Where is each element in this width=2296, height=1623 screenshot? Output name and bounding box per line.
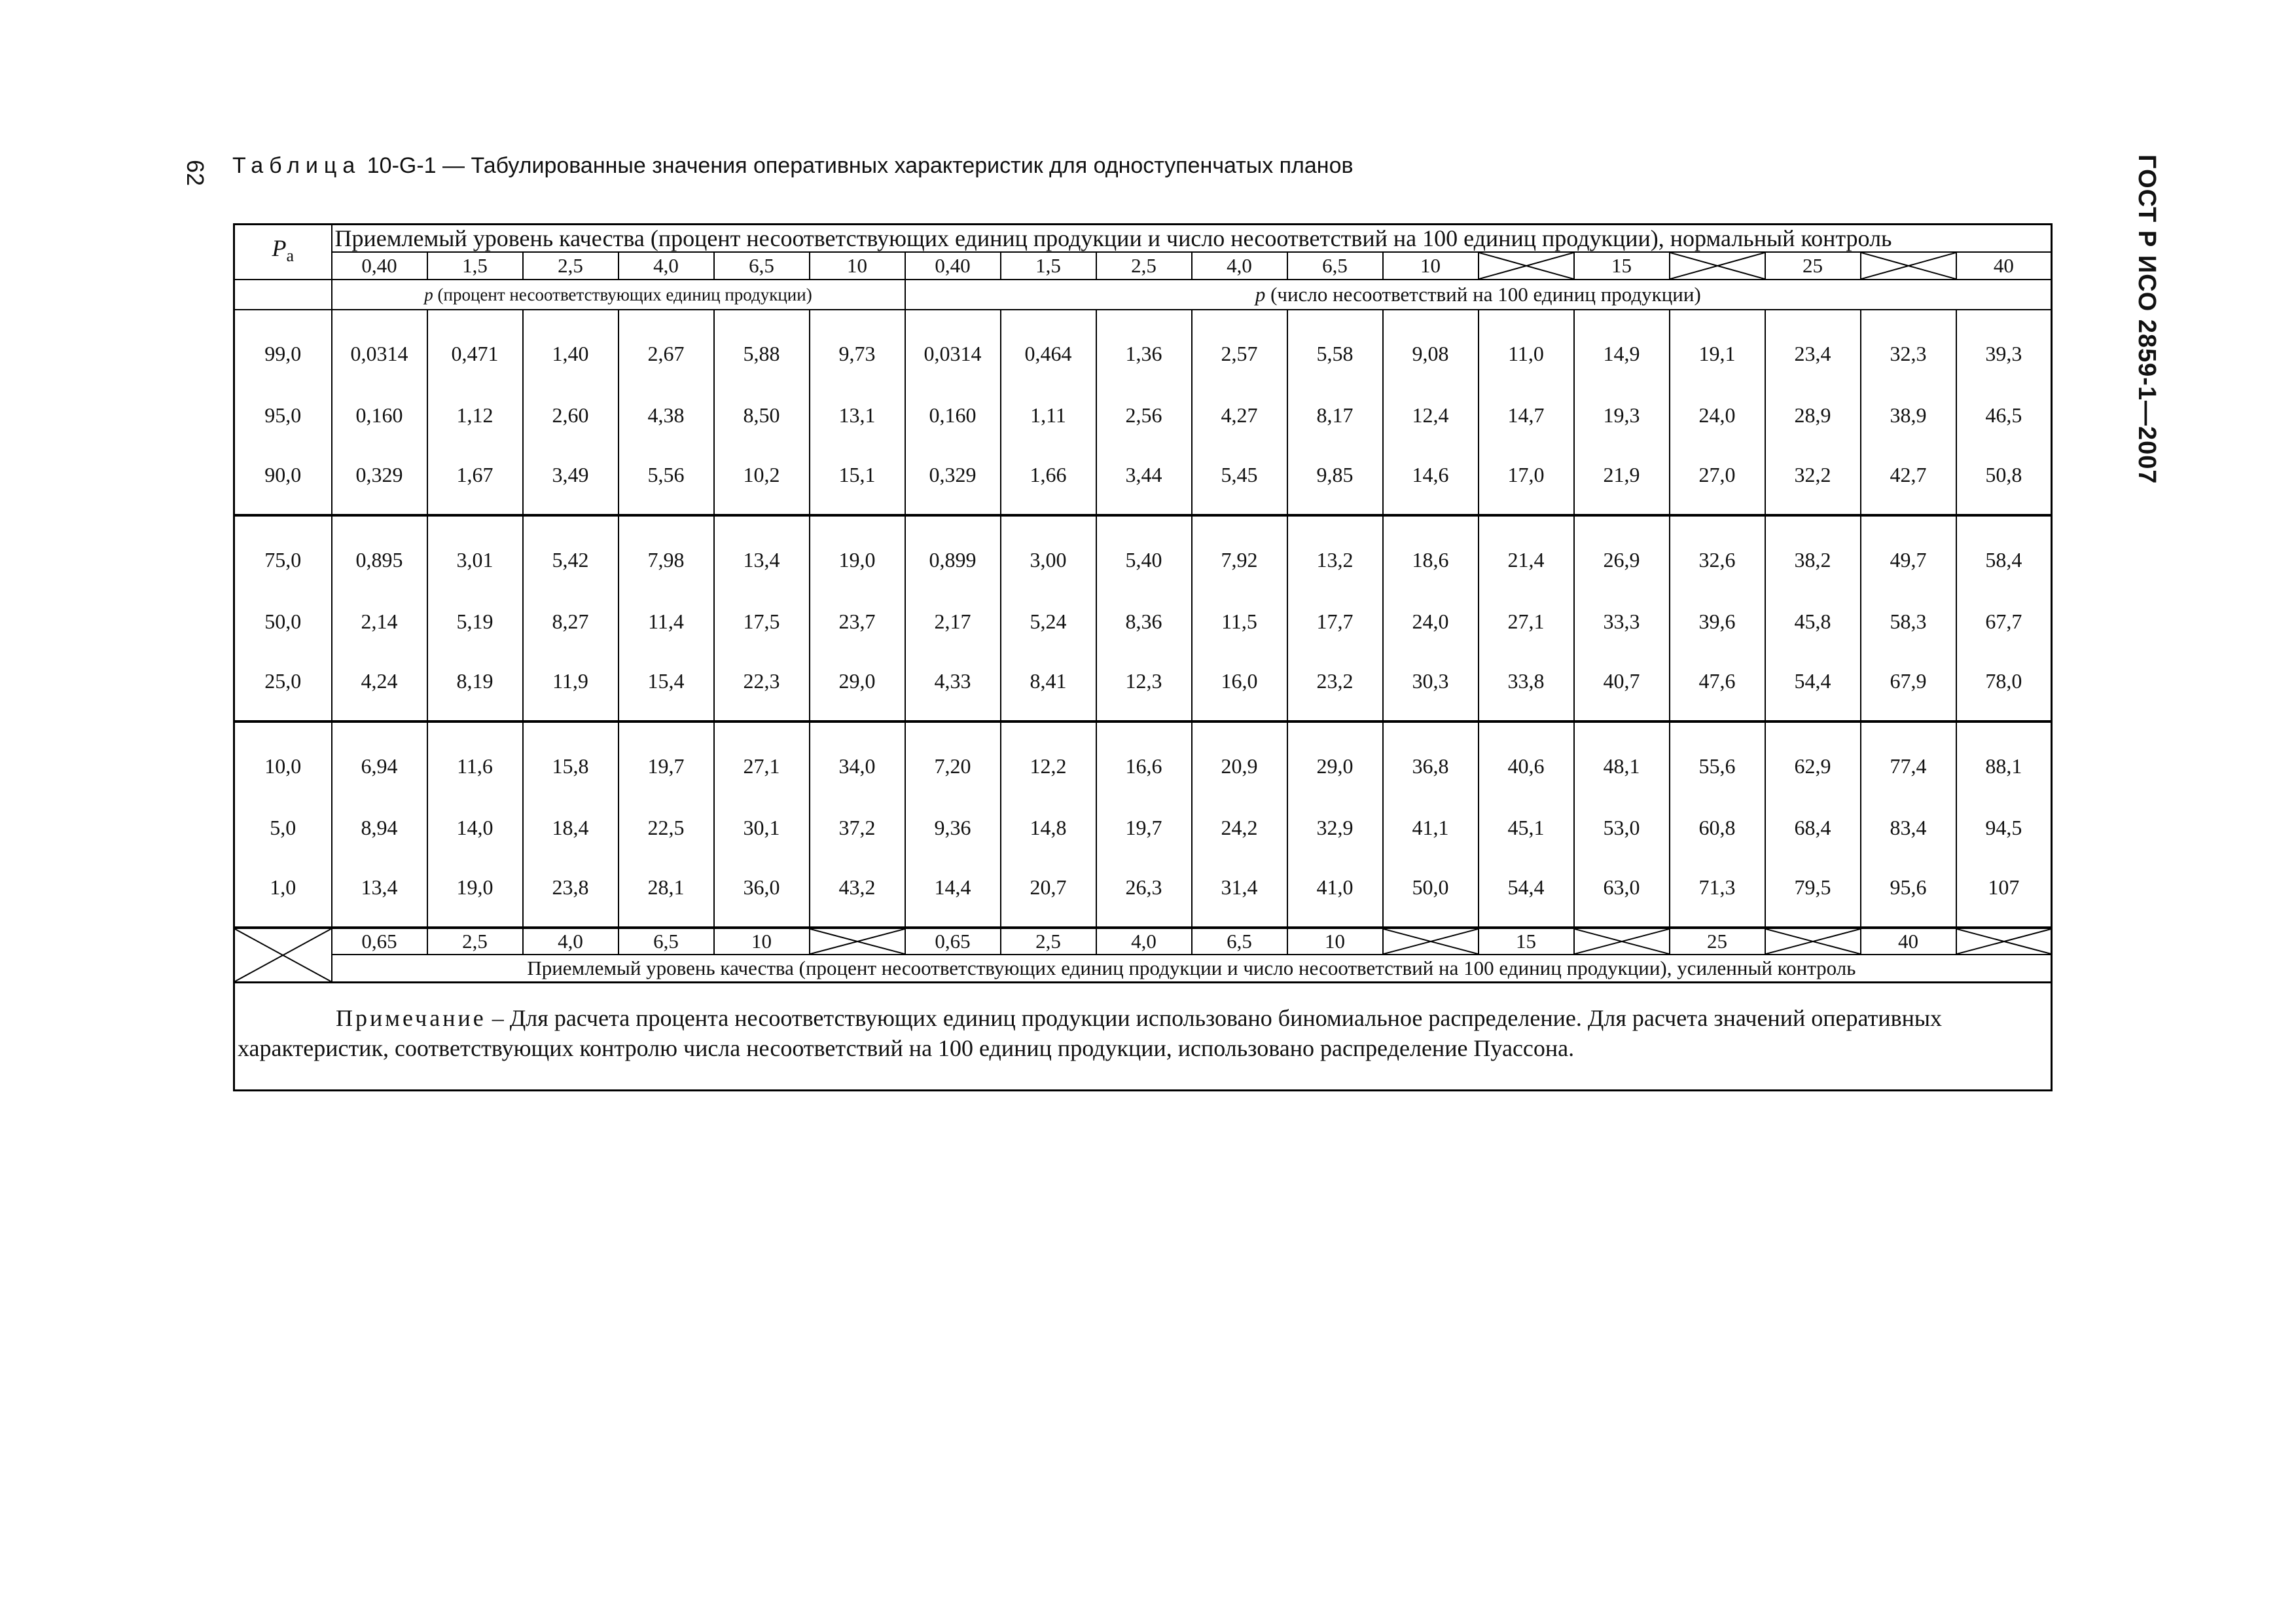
table-cell: 5,45 — [1192, 448, 1287, 515]
normal-aql-value: 4,0 — [1192, 252, 1287, 280]
table-cell: 71,3 — [1670, 861, 1765, 928]
table-cell: 22,5 — [619, 795, 714, 861]
table-cell: 32,6 — [1670, 515, 1765, 589]
normal-aql-value: 40 — [1956, 252, 2052, 280]
normal-aql-value: 0,40 — [905, 252, 1001, 280]
table-cell: 26,9 — [1574, 515, 1670, 589]
table-cell: 9,73 — [810, 310, 905, 382]
table-cell: 14,8 — [1001, 795, 1096, 861]
table-cell: 19,0 — [427, 861, 523, 928]
table-cell: 6,94 — [332, 721, 427, 795]
table-cell: 8,27 — [523, 589, 619, 655]
table-cell: 68,4 — [1765, 795, 1861, 861]
table-cell: 12,4 — [1383, 382, 1479, 448]
tightened-aql-value: 4,0 — [523, 928, 619, 955]
normal-aql-value: 1,5 — [427, 252, 523, 280]
crossed-out-cell — [1670, 252, 1765, 280]
table-cell: 11,0 — [1479, 310, 1574, 382]
table-cell: 3,01 — [427, 515, 523, 589]
tightened-aql-value: 25 — [1670, 928, 1765, 955]
pa-value: 99,0 — [234, 310, 332, 382]
table-cell: 2,57 — [1192, 310, 1287, 382]
table-cell: 24,2 — [1192, 795, 1287, 861]
table-cell: 8,41 — [1001, 655, 1096, 721]
table-row — [234, 448, 2052, 515]
table-cell: 0,329 — [332, 448, 427, 515]
table-cell: 9,85 — [1287, 448, 1383, 515]
crossed-out-cell — [1574, 928, 1670, 955]
tightened-aql-value: 6,5 — [1192, 928, 1287, 955]
table-cell: 43,2 — [810, 861, 905, 928]
table-cell: 27,0 — [1670, 448, 1765, 515]
crossed-out-cell — [1956, 928, 2052, 955]
table-cell: 19,7 — [1096, 795, 1192, 861]
table-cell: 60,8 — [1670, 795, 1765, 861]
table-cell: 30,1 — [714, 795, 810, 861]
table-cell: 7,98 — [619, 515, 714, 589]
table-cell: 50,8 — [1956, 448, 2052, 515]
normal-aql-value: 2,5 — [523, 252, 619, 280]
table-cell: 38,2 — [1765, 515, 1861, 589]
table-cell: 55,6 — [1670, 721, 1765, 795]
table-cell: 77,4 — [1861, 721, 1956, 795]
table-cell: 21,9 — [1574, 448, 1670, 515]
table-cell: 32,9 — [1287, 795, 1383, 861]
table-cell: 29,0 — [1287, 721, 1383, 795]
normal-aql-value: 2,5 — [1096, 252, 1192, 280]
p-percent-label: p (процент несоответствующих единиц продукции) — [332, 280, 905, 310]
pa-value: 75,0 — [234, 515, 332, 589]
pa-header: $P_a$ — [234, 225, 332, 280]
table-cell: 12,2 — [1001, 721, 1096, 795]
note — [234, 983, 2052, 1091]
tightened-aql-value: 0,65 — [905, 928, 1001, 955]
table-cell: 4,27 — [1192, 382, 1287, 448]
table-cell: 11,9 — [523, 655, 619, 721]
normal-aql-value: 6,5 — [1287, 252, 1383, 280]
table-cell: 50,0 — [1383, 861, 1479, 928]
table-cell: 26,3 — [1096, 861, 1192, 928]
table-cell: 0,471 — [427, 310, 523, 382]
table-cell: 2,67 — [619, 310, 714, 382]
table-cell: 11,4 — [619, 589, 714, 655]
table-cell: 1,12 — [427, 382, 523, 448]
table-cell: 63,0 — [1574, 861, 1670, 928]
table-cell: 17,7 — [1287, 589, 1383, 655]
table-cell: 11,5 — [1192, 589, 1287, 655]
table-cell: 0,160 — [332, 382, 427, 448]
p-measure-row — [234, 280, 2052, 310]
table-cell: 18,4 — [523, 795, 619, 861]
table-cell: 1,36 — [1096, 310, 1192, 382]
table-cell: 24,0 — [1670, 382, 1765, 448]
table-cell: 4,24 — [332, 655, 427, 721]
table-cell: 39,6 — [1670, 589, 1765, 655]
table-cell: 17,5 — [714, 589, 810, 655]
normal-aql-value: 1,5 — [1001, 252, 1096, 280]
table-cell: 0,329 — [905, 448, 1001, 515]
table-cell: 8,36 — [1096, 589, 1192, 655]
table-cell: 41,0 — [1287, 861, 1383, 928]
table-cell: 28,1 — [619, 861, 714, 928]
table-cell: 16,0 — [1192, 655, 1287, 721]
table-cell: 14,7 — [1479, 382, 1574, 448]
table-cell: 2,14 — [332, 589, 427, 655]
table-cell: 2,60 — [523, 382, 619, 448]
tightened-aql-value: 2,5 — [1001, 928, 1096, 955]
tightened-inspection-header: Приемлемый уровень качества (процент несоответствующих единиц продукции и число несоответствий на 100 единиц продукции), усиленный контроль — [332, 955, 2052, 983]
table-row — [234, 795, 2052, 861]
table-title-text: 10-G-1 — Табулированные значения оперативных характеристик для одноступенчатых планов — [367, 153, 1354, 178]
table-cell: 88,1 — [1956, 721, 2052, 795]
table-cell: 0,895 — [332, 515, 427, 589]
table-cell: 37,2 — [810, 795, 905, 861]
table-cell: 18,6 — [1383, 515, 1479, 589]
table-cell: 19,7 — [619, 721, 714, 795]
table-cell: 31,4 — [1192, 861, 1287, 928]
table-cell: 0,0314 — [905, 310, 1001, 382]
pa-value: 95,0 — [234, 382, 332, 448]
table-cell: 49,7 — [1861, 515, 1956, 589]
crossed-out-cell — [810, 928, 905, 955]
table-cell: 7,20 — [905, 721, 1001, 795]
tightened-aql-value: 10 — [714, 928, 810, 955]
pa-value: 25,0 — [234, 655, 332, 721]
table-cell: 17,0 — [1479, 448, 1574, 515]
standard-designation: ГОСТ Р ИСО 2859-1—2007 — [2133, 155, 2161, 484]
normal-inspection-header-row — [234, 225, 2052, 253]
table-row — [234, 589, 2052, 655]
table-cell: 8,50 — [714, 382, 810, 448]
table-cell: 23,7 — [810, 589, 905, 655]
table-row — [234, 382, 2052, 448]
table-cell: 13,2 — [1287, 515, 1383, 589]
page-number: 62 — [182, 159, 209, 187]
tightened-aql-row — [234, 928, 2052, 955]
table-cell: 23,2 — [1287, 655, 1383, 721]
table-cell: 33,3 — [1574, 589, 1670, 655]
table-cell: 46,5 — [1956, 382, 2052, 448]
table-cell: 19,0 — [810, 515, 905, 589]
table-cell: 7,92 — [1192, 515, 1287, 589]
table-cell: 23,8 — [523, 861, 619, 928]
tightened-aql-value: 4,0 — [1096, 928, 1192, 955]
table-cell: 27,1 — [1479, 589, 1574, 655]
tightened-aql-value: 15 — [1479, 928, 1574, 955]
table-cell: 32,3 — [1861, 310, 1956, 382]
table-row — [234, 721, 2052, 795]
table-cell: 10,2 — [714, 448, 810, 515]
table-cell: 40,6 — [1479, 721, 1574, 795]
table-cell: 107 — [1956, 861, 2052, 928]
table-cell: 54,4 — [1479, 861, 1574, 928]
table-cell: 94,5 — [1956, 795, 2052, 861]
table-cell: 3,00 — [1001, 515, 1096, 589]
table-cell: 28,9 — [1765, 382, 1861, 448]
normal-aql-value: 4,0 — [619, 252, 714, 280]
note-row — [234, 983, 2052, 1091]
table-cell: 20,9 — [1192, 721, 1287, 795]
table-cell: 11,6 — [427, 721, 523, 795]
tightened-aql-value: 6,5 — [619, 928, 714, 955]
table-cell: 30,3 — [1383, 655, 1479, 721]
table-cell: 0,899 — [905, 515, 1001, 589]
table-cell: 38,9 — [1861, 382, 1956, 448]
table-cell: 15,4 — [619, 655, 714, 721]
table-cell: 5,24 — [1001, 589, 1096, 655]
table-cell: 4,33 — [905, 655, 1001, 721]
table-cell: 83,4 — [1861, 795, 1956, 861]
table-row — [234, 655, 2052, 721]
table-cell: 41,1 — [1383, 795, 1479, 861]
crossed-out-cell — [1765, 928, 1861, 955]
table-cell: 22,3 — [714, 655, 810, 721]
table-cell: 1,40 — [523, 310, 619, 382]
table-cell: 3,49 — [523, 448, 619, 515]
tightened-aql-value: 0,65 — [332, 928, 427, 955]
tightened-aql-value: 2,5 — [427, 928, 523, 955]
table-cell: 23,4 — [1765, 310, 1861, 382]
table-cell: 19,1 — [1670, 310, 1765, 382]
normal-aql-value: 10 — [1383, 252, 1479, 280]
table-cell: 36,0 — [714, 861, 810, 928]
normal-inspection-header: Приемлемый уровень качества (процент несоответствующих единиц продукции и число несоответствий на 100 единиц продукции), нормальный контроль — [332, 225, 2052, 253]
table-cell: 21,4 — [1479, 515, 1574, 589]
table-cell: 5,56 — [619, 448, 714, 515]
table-title-label: Таблица — [232, 153, 361, 178]
table-cell: 48,1 — [1574, 721, 1670, 795]
table-cell: 9,36 — [905, 795, 1001, 861]
table-cell: 13,1 — [810, 382, 905, 448]
crossed-out-corner-cell — [234, 928, 332, 983]
tightened-inspection-footer-row — [234, 955, 2052, 983]
table-cell: 24,0 — [1383, 589, 1479, 655]
table-row — [234, 515, 2052, 589]
table-cell: 13,4 — [714, 515, 810, 589]
table-cell: 34,0 — [810, 721, 905, 795]
table-cell: 36,8 — [1383, 721, 1479, 795]
note-text: – Для расчета процента несоответствующих единиц продукции использовано биномиальное распределение. Для расчета значений оперативных характеристик, соответствующих контролю числа несоответствий на 100 единиц продукции, использовано распределение Пуассона. — [238, 1005, 1943, 1061]
normal-aql-value: 15 — [1574, 252, 1670, 280]
table-cell: 5,42 — [523, 515, 619, 589]
normal-aql-value: 6,5 — [714, 252, 810, 280]
table-cell: 40,7 — [1574, 655, 1670, 721]
table-cell: 15,8 — [523, 721, 619, 795]
table-cell: 4,38 — [619, 382, 714, 448]
table-cell: 1,67 — [427, 448, 523, 515]
table-cell: 45,8 — [1765, 589, 1861, 655]
table-cell: 20,7 — [1001, 861, 1096, 928]
table-cell: 0,0314 — [332, 310, 427, 382]
table-cell: 19,3 — [1574, 382, 1670, 448]
tightened-aql-value: 40 — [1861, 928, 1956, 955]
table-cell: 0,160 — [905, 382, 1001, 448]
normal-aql-row — [234, 252, 2052, 280]
normal-aql-value: 0,40 — [332, 252, 427, 280]
table-cell: 79,5 — [1765, 861, 1861, 928]
table-cell: 14,4 — [905, 861, 1001, 928]
normal-aql-value: 10 — [810, 252, 905, 280]
pa-spacer-cell — [234, 280, 332, 310]
table-cell: 67,9 — [1861, 655, 1956, 721]
table-cell: 39,3 — [1956, 310, 2052, 382]
table-cell: 8,19 — [427, 655, 523, 721]
table-cell: 1,11 — [1001, 382, 1096, 448]
table-cell: 58,4 — [1956, 515, 2052, 589]
table-cell: 27,1 — [714, 721, 810, 795]
table-cell: 16,6 — [1096, 721, 1192, 795]
normal-aql-value: 25 — [1765, 252, 1861, 280]
table-cell: 47,6 — [1670, 655, 1765, 721]
table-cell: 9,08 — [1383, 310, 1479, 382]
crossed-out-cell — [1383, 928, 1479, 955]
table-cell: 13,4 — [332, 861, 427, 928]
table-title — [232, 153, 1354, 179]
table-cell: 5,88 — [714, 310, 810, 382]
table-cell: 15,1 — [810, 448, 905, 515]
note-label: Примечание — [336, 1005, 486, 1031]
table-cell: 62,9 — [1765, 721, 1861, 795]
pa-value: 90,0 — [234, 448, 332, 515]
pa-value: 10,0 — [234, 721, 332, 795]
table-cell: 78,0 — [1956, 655, 2052, 721]
table-cell: 58,3 — [1861, 589, 1956, 655]
table-cell: 2,56 — [1096, 382, 1192, 448]
table-cell: 32,2 — [1765, 448, 1861, 515]
table-cell: 14,6 — [1383, 448, 1479, 515]
table-row — [234, 861, 2052, 928]
table-cell: 54,4 — [1765, 655, 1861, 721]
tightened-aql-value: 10 — [1287, 928, 1383, 955]
pa-value: 1,0 — [234, 861, 332, 928]
table-cell: 33,8 — [1479, 655, 1574, 721]
table-cell: 12,3 — [1096, 655, 1192, 721]
table-cell: 42,7 — [1861, 448, 1956, 515]
data-body — [234, 310, 2052, 928]
table-cell: 1,66 — [1001, 448, 1096, 515]
table-cell: 14,9 — [1574, 310, 1670, 382]
table-cell: 5,40 — [1096, 515, 1192, 589]
table-cell: 45,1 — [1479, 795, 1574, 861]
table-cell: 53,0 — [1574, 795, 1670, 861]
table-cell: 29,0 — [810, 655, 905, 721]
table-cell: 2,17 — [905, 589, 1001, 655]
p-per100-label: p (число несоответствий на 100 единиц продукции) — [905, 280, 2052, 310]
pa-value: 50,0 — [234, 589, 332, 655]
crossed-out-cell — [1479, 252, 1574, 280]
table-row — [234, 310, 2052, 382]
table-cell: 3,44 — [1096, 448, 1192, 515]
pa-value: 5,0 — [234, 795, 332, 861]
table-cell: 5,58 — [1287, 310, 1383, 382]
table-cell: 8,17 — [1287, 382, 1383, 448]
table-cell: 0,464 — [1001, 310, 1096, 382]
table-cell: 14,0 — [427, 795, 523, 861]
table-cell: 95,6 — [1861, 861, 1956, 928]
table-cell: 8,94 — [332, 795, 427, 861]
table-cell: 67,7 — [1956, 589, 2052, 655]
operating-characteristics-table — [233, 223, 2053, 1091]
table-cell: 5,19 — [427, 589, 523, 655]
crossed-out-cell — [1861, 252, 1956, 280]
